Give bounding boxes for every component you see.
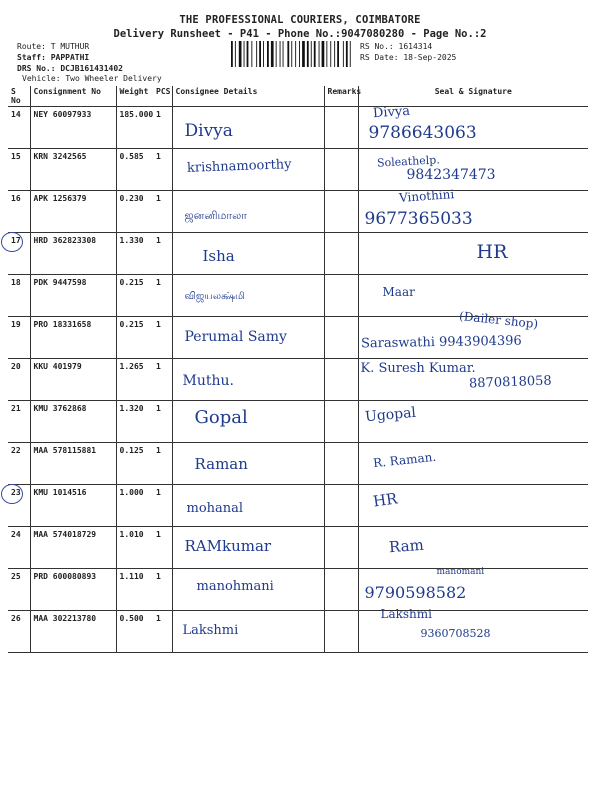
vehicle-label: Vehicle: Two Wheeler Delivery	[22, 74, 162, 83]
consignee-cell	[172, 359, 324, 401]
barcode-bar	[256, 41, 257, 67]
remarks-cell	[324, 527, 358, 569]
sno-cell	[8, 485, 30, 527]
barcode-bar	[291, 41, 292, 67]
weight-cell: 0.125	[116, 443, 153, 485]
consignment-cell: NEY 60097933	[30, 107, 116, 149]
remarks-cell	[324, 611, 358, 653]
consignment-cell: MAA 574018729	[30, 527, 116, 569]
col-sno: S No	[8, 86, 30, 107]
staff-label: Staff: PAPPATHI	[17, 53, 90, 62]
barcode-bar	[235, 41, 236, 67]
pcs-cell: 1	[153, 485, 172, 527]
table-row	[8, 569, 588, 611]
sno-value: 26	[11, 614, 21, 623]
barcode-bar	[267, 41, 269, 67]
signature-phone: 9360708528	[420, 627, 491, 640]
consignee-cell	[172, 527, 324, 569]
barcode-bar	[334, 41, 335, 67]
weight-cell: 1.110	[116, 569, 153, 611]
barcode-image	[231, 41, 354, 67]
table-row	[8, 485, 588, 527]
remarks-cell	[324, 401, 358, 443]
consignee-cell	[172, 275, 324, 317]
table-row	[8, 149, 588, 191]
circle-mark	[1, 232, 23, 252]
weight-cell: 0.585	[116, 149, 153, 191]
signature-handwriting: Ugopal	[363, 404, 417, 426]
sno-cell	[8, 359, 30, 401]
weight-cell: 185.000	[116, 107, 153, 149]
consignee-cell	[172, 443, 324, 485]
signature-phone: 9790598582	[364, 583, 467, 602]
barcode-bar	[302, 41, 305, 67]
col-weight: Weight	[116, 86, 153, 107]
sno-value: 19	[11, 320, 21, 329]
consignee-handwriting: Raman	[194, 455, 248, 473]
signature-cell	[358, 569, 588, 611]
consignee-cell	[172, 317, 324, 359]
company-title: THE PROFESSIONAL COURIERS, COIMBATORE	[179, 14, 421, 26]
barcode-bar	[311, 41, 312, 67]
barcode-bar	[326, 41, 327, 67]
consignment-cell: PRO 18331658	[30, 317, 116, 359]
sno-value: 18	[11, 278, 21, 287]
table-row	[8, 401, 588, 443]
signature-handwriting: Soleathelp.	[376, 153, 440, 170]
consignee-cell	[172, 485, 324, 527]
table-row	[8, 233, 588, 275]
sno-cell	[8, 107, 30, 149]
consignee-handwriting: manohmani	[196, 579, 274, 594]
consignee-handwriting: mohanal	[186, 501, 244, 516]
pcs-cell: 1	[153, 149, 172, 191]
table-row	[8, 611, 588, 653]
signature-handwriting: R. Raman.	[371, 449, 437, 471]
pcs-cell: 1	[153, 611, 172, 653]
consignee-handwriting: Isha	[202, 247, 235, 265]
sno-cell	[8, 569, 30, 611]
sno-cell	[8, 401, 30, 443]
col-pcs: PCS	[153, 86, 172, 107]
weight-cell: 1.320	[116, 401, 153, 443]
pcs-cell: 1	[153, 443, 172, 485]
barcode-bar	[319, 41, 320, 67]
signature-handwriting: Divya	[372, 103, 411, 122]
signature-phone: 8870818058	[468, 373, 552, 392]
consignee-cell	[172, 569, 324, 611]
weight-cell: 1.330	[116, 233, 153, 275]
pcs-cell: 1	[153, 317, 172, 359]
signature-cell	[358, 149, 588, 191]
sno-value: 24	[11, 530, 21, 539]
barcode-bar	[343, 41, 344, 67]
weight-cell: 0.230	[116, 191, 153, 233]
sno-value: 21	[11, 404, 21, 413]
sno-cell	[8, 527, 30, 569]
signature-cell	[358, 103, 588, 149]
consignee-handwriting: ஜனனிமாலா	[184, 209, 247, 222]
signature-handwriting: HR	[371, 489, 399, 511]
weight-cell: 1.000	[116, 485, 153, 527]
barcode-bar	[259, 41, 261, 67]
pcs-cell: 1	[153, 569, 172, 611]
consignment-cell: PRD 600080893	[30, 569, 116, 611]
consignee-cell	[172, 149, 324, 191]
runsheet-table	[8, 86, 588, 653]
barcode-bar	[299, 41, 300, 67]
sno-cell	[8, 611, 30, 653]
consignment-cell: KRN 3242565	[30, 149, 116, 191]
remarks-cell	[324, 149, 358, 191]
circle-mark	[1, 484, 23, 504]
barcode-bar	[307, 41, 309, 67]
barcode-bar	[346, 41, 348, 67]
table-row	[8, 359, 588, 401]
signature-phone: 9677365033	[364, 209, 473, 229]
barcode-bar	[287, 41, 289, 67]
signature-handwriting: K. Suresh Kumar.	[360, 361, 476, 376]
signature-cell	[358, 401, 588, 443]
consignee-cell	[172, 401, 324, 443]
sno-cell	[8, 149, 30, 191]
sno-value: 23	[11, 488, 21, 497]
rs-date: RS Date: 18-Sep-2025	[360, 53, 457, 62]
consignment-cell: MAA 302213780	[30, 611, 116, 653]
signature-phone: Saraswathi 9943904396	[360, 333, 522, 352]
remarks-cell	[324, 191, 358, 233]
sno-value: 22	[11, 446, 21, 455]
signature-cell	[358, 443, 588, 485]
signature-phone: 9786643063	[368, 123, 477, 143]
consignment-cell: MAA 578115881	[30, 443, 116, 485]
consignee-cell	[172, 107, 324, 149]
sno-value: 25	[11, 572, 21, 581]
remarks-cell	[324, 233, 358, 275]
consignment-cell: KMU 3762868	[30, 401, 116, 443]
rs-number: RS No.: 1614314	[360, 42, 433, 51]
consignment-cell: PDK 9447598	[30, 275, 116, 317]
signature-handwriting: Vinothini	[398, 187, 455, 205]
col-consignment: Consignment No	[30, 86, 116, 107]
sno-cell	[8, 317, 30, 359]
signature-cell	[358, 233, 588, 275]
table-row	[8, 191, 588, 233]
consignee-handwriting: Gopal	[194, 407, 248, 428]
consignment-cell: KMU 1014516	[30, 485, 116, 527]
weight-cell: 0.215	[116, 275, 153, 317]
consignment-cell: HRD 362823308	[30, 233, 116, 275]
signature-cell	[358, 607, 588, 653]
signature-cell	[358, 527, 588, 569]
barcode-bar	[314, 41, 316, 67]
consignee-handwriting: Lakshmi	[182, 623, 239, 638]
table-header-row	[8, 86, 588, 107]
signature-handwriting: manomani	[436, 567, 485, 577]
barcode-bar	[337, 41, 339, 67]
consignee-cell	[172, 233, 324, 275]
remarks-cell	[324, 317, 358, 359]
table-row	[8, 275, 588, 317]
remarks-cell	[324, 569, 358, 611]
sno-value: 16	[11, 194, 21, 203]
weight-cell: 0.215	[116, 317, 153, 359]
barcode-bar	[295, 41, 296, 67]
consignee-handwriting: Muthu.	[182, 373, 234, 389]
barcode-bar	[283, 41, 284, 67]
barcode-bar	[231, 41, 233, 67]
signature-handwriting: Maar	[382, 285, 415, 299]
signature-cell	[358, 187, 588, 233]
barcode-bar	[271, 41, 274, 67]
table-row	[8, 527, 588, 569]
consignee-handwriting: RAMkumar	[184, 537, 272, 555]
consignee-cell	[172, 191, 324, 233]
remarks-cell	[324, 275, 358, 317]
pcs-cell: 1	[156, 110, 161, 119]
col-remarks: Remarks	[324, 86, 358, 107]
route-label: Route: T MUTHUR	[17, 42, 90, 51]
col-consignee: Consignee Details	[172, 86, 324, 107]
weight-cell: 1.265	[116, 359, 153, 401]
pcs-cell: 1	[153, 275, 172, 317]
runsheet-subtitle: Delivery Runsheet - P41 - Phone No.:9047080280 - Page No.:2	[113, 28, 487, 40]
sno-cell	[8, 443, 30, 485]
barcode-bar	[251, 41, 252, 67]
sno-value: 20	[11, 362, 21, 371]
signature-phone: 9842347473	[406, 167, 496, 183]
sno-cell	[8, 275, 30, 317]
signature-cell	[358, 308, 588, 359]
weight-cell: 0.500	[116, 611, 153, 653]
barcode-bar	[239, 41, 242, 67]
barcode-bar	[263, 41, 264, 67]
weight-cell: 1.010	[116, 527, 153, 569]
pcs-cell: 1	[153, 527, 172, 569]
sno-value: 17	[11, 236, 21, 245]
consignee-handwriting: krishnamoorthy	[186, 157, 292, 176]
signature-cell	[358, 485, 588, 527]
signature-handwriting: (Dailer shop)	[457, 308, 539, 332]
pcs-cell: 1	[153, 401, 172, 443]
signature-handwriting: HR	[476, 241, 508, 263]
table-row	[8, 317, 588, 359]
barcode-bar	[247, 41, 249, 67]
drs-label: DRS No.: DCJB161431402	[17, 64, 123, 73]
signature-handwriting: Ram	[387, 535, 424, 557]
barcode-bar	[350, 41, 351, 67]
col-signature: Seal & Signature	[358, 86, 588, 107]
table-row	[8, 443, 588, 485]
barcode-bar	[330, 41, 331, 67]
table-row	[8, 107, 588, 149]
sno-value: 14	[11, 110, 21, 119]
sno-cell	[8, 191, 30, 233]
pcs-cell: 1	[153, 359, 172, 401]
consignee-handwriting: விஜயலக்ஷ்மி	[184, 291, 245, 302]
barcode-bar	[244, 41, 245, 67]
consignment-cell: KKU 401979	[30, 359, 116, 401]
remarks-cell	[324, 443, 358, 485]
consignee-handwriting: Divya	[184, 121, 233, 141]
barcode-bar	[322, 41, 325, 67]
pcs-cell: 1	[153, 191, 172, 233]
consignment-cell: APK 1256379	[30, 191, 116, 233]
pcs-cell: 1	[153, 233, 172, 275]
remarks-cell	[324, 485, 358, 527]
signature-handwriting: Lakshmi	[380, 607, 432, 621]
barcode-bar	[276, 41, 277, 67]
remarks-cell	[324, 359, 358, 401]
remarks-cell	[324, 107, 358, 149]
sno-cell	[8, 233, 30, 275]
sno-value: 15	[11, 152, 21, 161]
signature-cell	[358, 359, 588, 401]
barcode-bar	[280, 41, 281, 67]
consignee-cell	[172, 611, 324, 653]
consignee-handwriting: Perumal Samy	[184, 329, 287, 345]
